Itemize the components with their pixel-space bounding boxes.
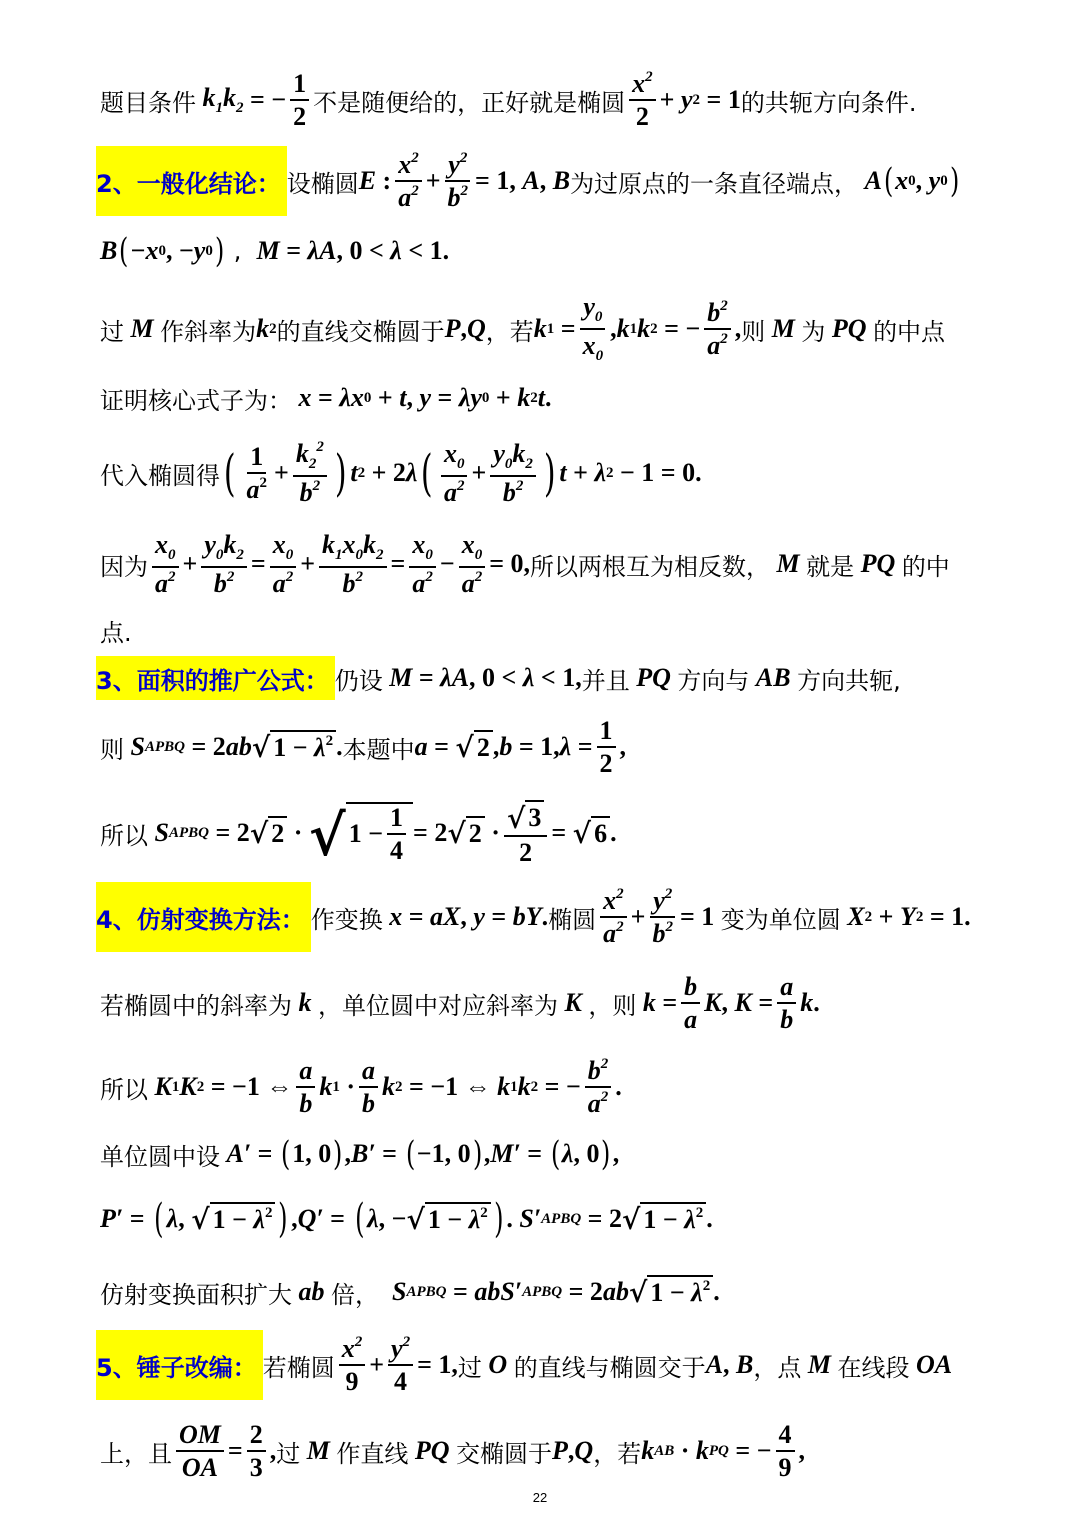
page-number: 22 — [532, 1490, 548, 1505]
text-conjugate-condition: 的共轭方向条件. — [740, 88, 917, 117]
text-let-ellipse: 设椭圆 — [286, 169, 359, 198]
heading-affine-method: 4、仿射变换方法： — [96, 882, 311, 952]
line-2: 2、一般化结论： 设椭圆 E : $\frac{x^2}{a^2}$ + $\frac{y^2}{b^2}$ = 1, A , B 为过原点的一条直径端点， A ( x 0 , y 0 ) — [100, 146, 1010, 216]
line-5: 证明核心式子为： x = λx 0 + t , y = λy 0 + k 2 t . — [100, 383, 552, 415]
line-4: 过 M 作斜率为 k 2 的直线交椭圆于 P , Q ，若 k 1 = $\frac{y_0}{x_0}$ , k 1 k 2 = − $\frac{b^2}{a^2}$ , 则 M 为 PQ 的中点 — [100, 292, 946, 364]
line-11: 所以 S APBQ = 2 √ 2 · √ 1 − $\frac{1}{4}$ = 2 √ 2 · √ 3 2 = √ 6 . — [100, 801, 617, 870]
line-1: 题目条件 $k_1k_2$ = − $\frac{1}{2}$ 不是随便给的，正好就是椭圆 $\frac{x^2}{2}$ + y 2 = 1 的共轭方向条件. — [100, 68, 917, 131]
line-3: B ( − x 0 , − y 0 ) , M = λA , 0 < λ < 1. — [100, 231, 450, 271]
line-7: 因为 $\frac{x_0}{a^2}$ + $\frac{y_0k_2}{b^2}$ = $\frac{x_0}{a^2}$ + $\frac{k_1x_0k_2}{b^2}$ = $\frac{x_0}{a^2}$ − $\frac{x_0}{a^2}$ = 0, 所以两根互为相反数， M 就是 PQ 的中 — [100, 529, 950, 598]
line-12: 4、仿射变换方法： 作变换 x = aX , y = bY . 椭圆 $\frac{x^2}{a^2}$ + $\frac{y^2}{b^2}$ = 1 变为单位圆 X 2 + Y 2 = 1. — [100, 882, 1010, 952]
line-10: 则 S APBQ = 2 ab √ $1 - \lambda^2$ . 本题中 a = √ 2 , b = 1, λ = $\frac{1}{2}$ , — [100, 715, 627, 778]
line-9: 3、面积的推广公式： 仍设 M = λA , 0 < λ < 1, 并且 PQ 方向与 AB 方向共轭, — [100, 656, 1010, 700]
line-15: 单位圆中设 A′ = ( 1, 0 ) , B′ = ( −1, 0 ) , M′ = ( λ , 0 ) , — [100, 1134, 620, 1174]
line-8: 点. — [100, 618, 132, 647]
heading-hammer-adaptation: 5、锤子改编： — [96, 1330, 263, 1400]
line-17: 仿射变换面积扩大 ab 倍， S APBQ = abS′ APBQ = 2 ab √ $1 - \lambda^2$ . — [100, 1275, 720, 1309]
line-13: 若椭圆中的斜率为 k ，单位圆中对应斜率为 K ，则 k = $\frac{b}{a}$ K , K = $\frac{a}{b}$ k . — [100, 971, 820, 1034]
heading-area-formula: 3、面积的推广公式： — [96, 656, 335, 700]
line-6: 代入椭圆得 ( $\frac{1}{a^2}$ + $\frac{k_2^2}{b^2}$ ) t 2 + 2 λ ( $\frac{x_0}{a^2}$ + $\frac{y_0k_2}{b^2}$ ) t + λ 2 − 1 = 0. — [100, 438, 702, 507]
text-not-random: 不是随便给的，正好就是椭圆 — [313, 88, 626, 117]
text-diameter-endpoints: 为过原点的一条直径端点， — [570, 169, 859, 198]
text-condition-intro: 题目条件 — [100, 88, 196, 117]
heading-general-conclusion: 2、一般化结论： — [96, 146, 287, 216]
line-19: 上，且 $\frac{OM}{OA}$ = $\frac{2}{3}$ , 过 M 作直线 PQ 交椭圆于 P , Q ，若 k AB · k PQ = − $\frac{4}{9}$ , — [100, 1419, 806, 1482]
line-18: 5、锤子改编： 若椭圆 $\frac{x^2}{9}$ + $\frac{y^2}{4}$ = 1, 过 O 的直线与椭圆交于 A , B ，点 M 在线段 OA — [100, 1330, 1010, 1400]
line-16: P′ = ( λ , √ $1 - \lambda^2$ ) , Q′ = ( λ , − √ $1 - \lambda^2$ ) . S′ APBQ = 2 √ $1 - \lambda^2$ . — [100, 1196, 713, 1242]
line-14: 所以 K 1 K 2 = −1 ⇔ $\frac{a}{b}$ k 1 · $\frac{a}{b}$ k 2 = −1 ⇔ k 1 k 2 = − $\frac{b^2}{a^2}$ . — [100, 1055, 622, 1118]
